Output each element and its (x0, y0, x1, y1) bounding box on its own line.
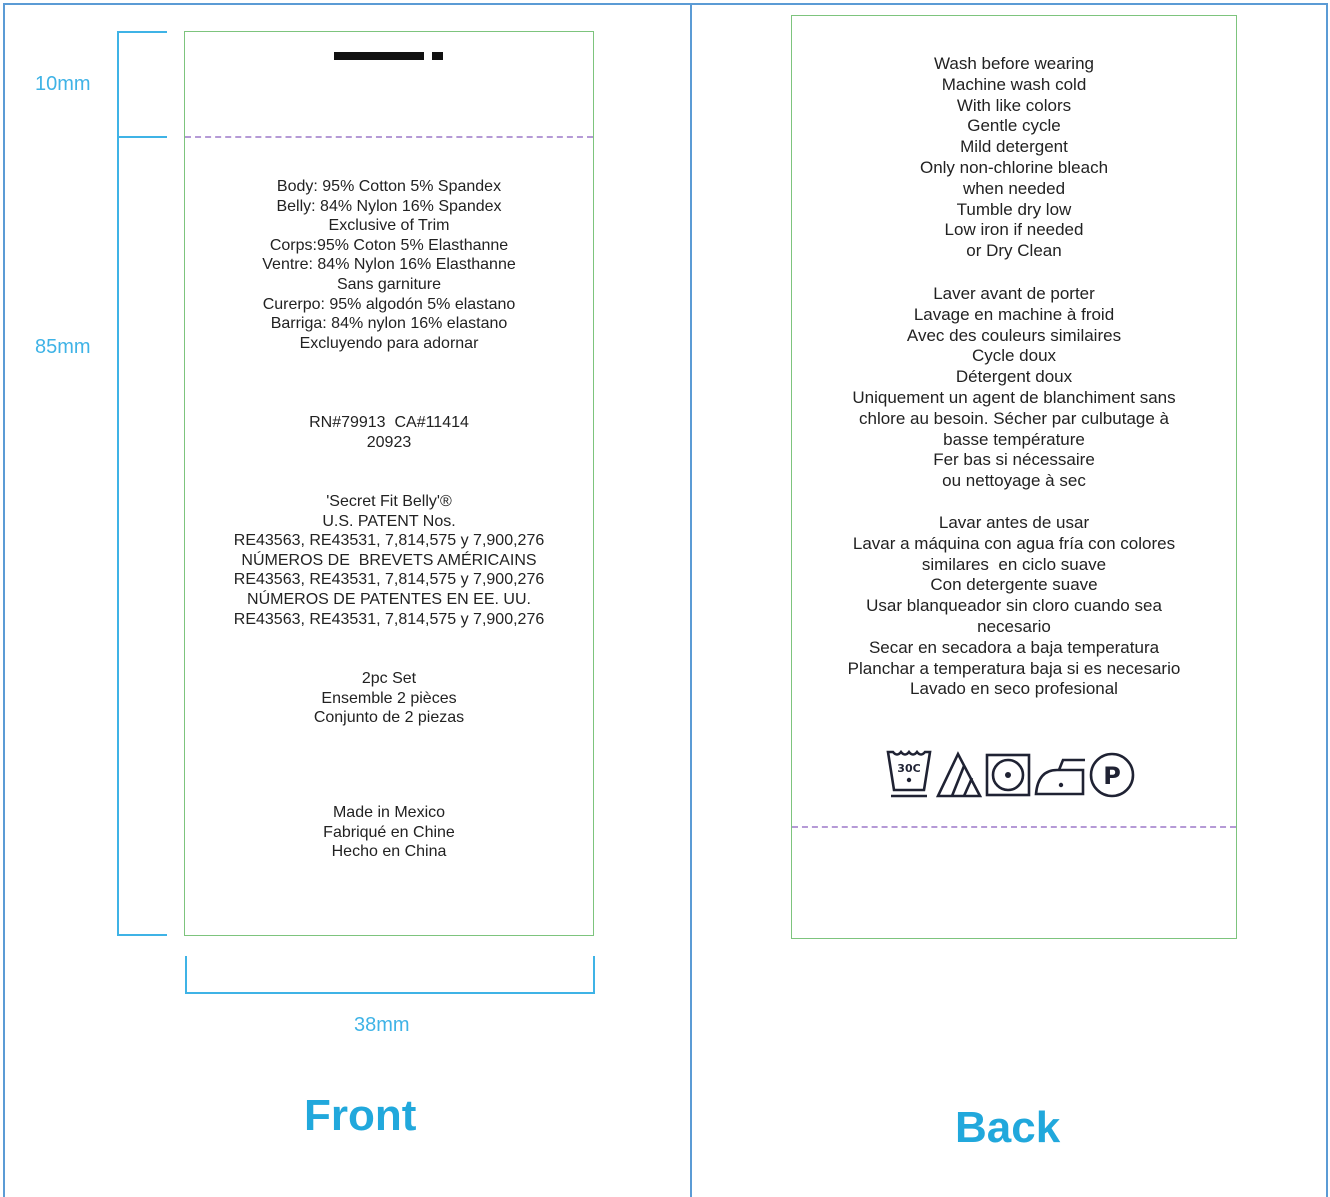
dim-tick-middle (117, 136, 167, 138)
patent-line: NÚMEROS DE PATENTES EN EE. UU. (247, 590, 531, 608)
patent-info (185, 492, 593, 629)
care-line: Gentle cycle (967, 116, 1061, 136)
care-line: necesario (977, 616, 1051, 636)
dim-width-tick-right (593, 956, 595, 994)
fiber-line: Curerpo: 95% algodón 5% elastano (262, 295, 516, 313)
iron-low-icon (1033, 748, 1087, 800)
care-instructions-es (792, 513, 1236, 700)
wash-temp-label: 30C (897, 762, 921, 775)
fiber-line: Barriga: 84% nylon 16% elastano (270, 315, 508, 333)
back-label (791, 15, 1237, 939)
fiber-content (185, 177, 593, 353)
fiber-line: Sans garniture (336, 275, 442, 293)
back-caption: Back (955, 1103, 1061, 1152)
care-line: basse température (943, 429, 1085, 449)
care-line: Only non-chlorine bleach (919, 157, 1109, 177)
patent-line: NÚMEROS DE BREVETS AMÉRICAINS (241, 551, 537, 569)
care-line: Cycle doux (971, 346, 1057, 366)
origin-line: Hecho en China (331, 843, 447, 861)
care-line: Lavar antes de usar (938, 513, 1090, 532)
care-instructions-en (792, 54, 1236, 262)
dim-label-top: 10mm (35, 73, 91, 95)
set-line: 2pc Set (361, 670, 417, 687)
registration-line: RN#79913 CA#11414 (309, 414, 469, 431)
dry-clean-p-icon (1087, 748, 1137, 800)
set-line: Conjunto de 2 piezas (313, 709, 465, 727)
dim-bracket-vertical (117, 31, 119, 936)
set-line: Ensemble 2 pièces (321, 689, 457, 707)
origin-line: Fabriqué en Chine (323, 823, 455, 841)
care-line: Machine wash cold (941, 74, 1087, 94)
care-line: Avec des couleurs similaires (906, 325, 1122, 345)
registration-line: 20923 (366, 433, 412, 451)
tumble-dry-low-icon (984, 748, 1032, 800)
care-line: Laver avant de porter (933, 284, 1095, 303)
dim-label-width: 38mm (354, 1014, 410, 1036)
patent-line: U.S. PATENT Nos. (322, 512, 456, 530)
care-line: Lavado en seco profesional (910, 679, 1118, 699)
care-line: Mild detergent (960, 137, 1068, 157)
dim-tick-top (117, 31, 167, 33)
fiber-line: Exclusive of Trim (328, 217, 450, 235)
patent-line: RE43563, RE43531, 7,814,575 y 7,900,276 (233, 532, 545, 550)
care-line: Wash before wearing (933, 54, 1094, 73)
dim-label-body: 85mm (35, 336, 91, 358)
fiber-line: Belly: 84% Nylon 16% Spandex (276, 197, 502, 215)
front-caption: Front (304, 1091, 417, 1140)
care-line: Secar en secadora a baja temperatura (868, 637, 1160, 657)
care-line: when needed (962, 178, 1066, 198)
hanger-dot (432, 52, 443, 60)
fiber-line: Excluyendo para adornar (299, 334, 479, 352)
patent-line: RE43563, RE43531, 7,814,575 y 7,900,276 (233, 571, 545, 589)
origin-line: Made in Mexico (332, 804, 446, 821)
country-of-origin (185, 803, 593, 862)
care-line: chlore au besoin. Sécher par culbutage à (859, 408, 1169, 428)
non-chlorine-bleach-icon (934, 748, 984, 800)
care-instructions-fr (792, 284, 1236, 492)
fiber-line: Ventre: 84% Nylon 16% Elasthanne (262, 256, 516, 274)
care-line: or Dry Clean (966, 241, 1062, 261)
care-line: Fer bas si nécessaire (933, 450, 1095, 470)
patent-line: RE43563, RE43531, 7,814,575 y 7,900,276 (233, 610, 545, 628)
care-line: Con detergente suave (930, 575, 1098, 595)
dim-width-tick-left (185, 956, 187, 994)
hanger-bar (334, 52, 424, 60)
care-line: Uniquement un agent de blanchiment sans (852, 387, 1176, 407)
front-label (184, 31, 594, 936)
back-panel (690, 3, 1328, 1197)
dim-tick-bottom (117, 934, 167, 936)
care-line: Lavar a máquina con agua fría con colores (852, 533, 1176, 553)
care-line: ou nettoyage à sec (942, 471, 1086, 491)
front-panel (3, 3, 692, 1197)
dim-width-line (185, 992, 595, 994)
care-line: Détergent doux (955, 367, 1073, 387)
registration-numbers (185, 413, 593, 452)
wash-30c-icon (885, 748, 933, 800)
care-line: Low iron if needed (944, 220, 1084, 240)
fiber-line: Corps:95% Coton 5% Elasthanne (269, 236, 509, 254)
care-line: Planchar a temperatura baja si es necesario (847, 658, 1181, 678)
patent-line: 'Secret Fit Belly'® (326, 493, 452, 510)
set-info (185, 669, 593, 728)
care-line: Lavage en machine à froid (913, 304, 1115, 324)
care-line: similares en ciclo suave (921, 554, 1107, 574)
dry-clean-label: P (1103, 762, 1121, 790)
care-symbols (885, 748, 1137, 800)
care-line: Tumble dry low (956, 199, 1072, 219)
care-line: With like colors (956, 95, 1072, 115)
fold-line (792, 826, 1236, 828)
fold-line (185, 136, 593, 138)
fiber-line: Body: 95% Cotton 5% Spandex (276, 178, 502, 195)
care-line: Usar blanqueador sin cloro cuando sea (866, 596, 1162, 616)
